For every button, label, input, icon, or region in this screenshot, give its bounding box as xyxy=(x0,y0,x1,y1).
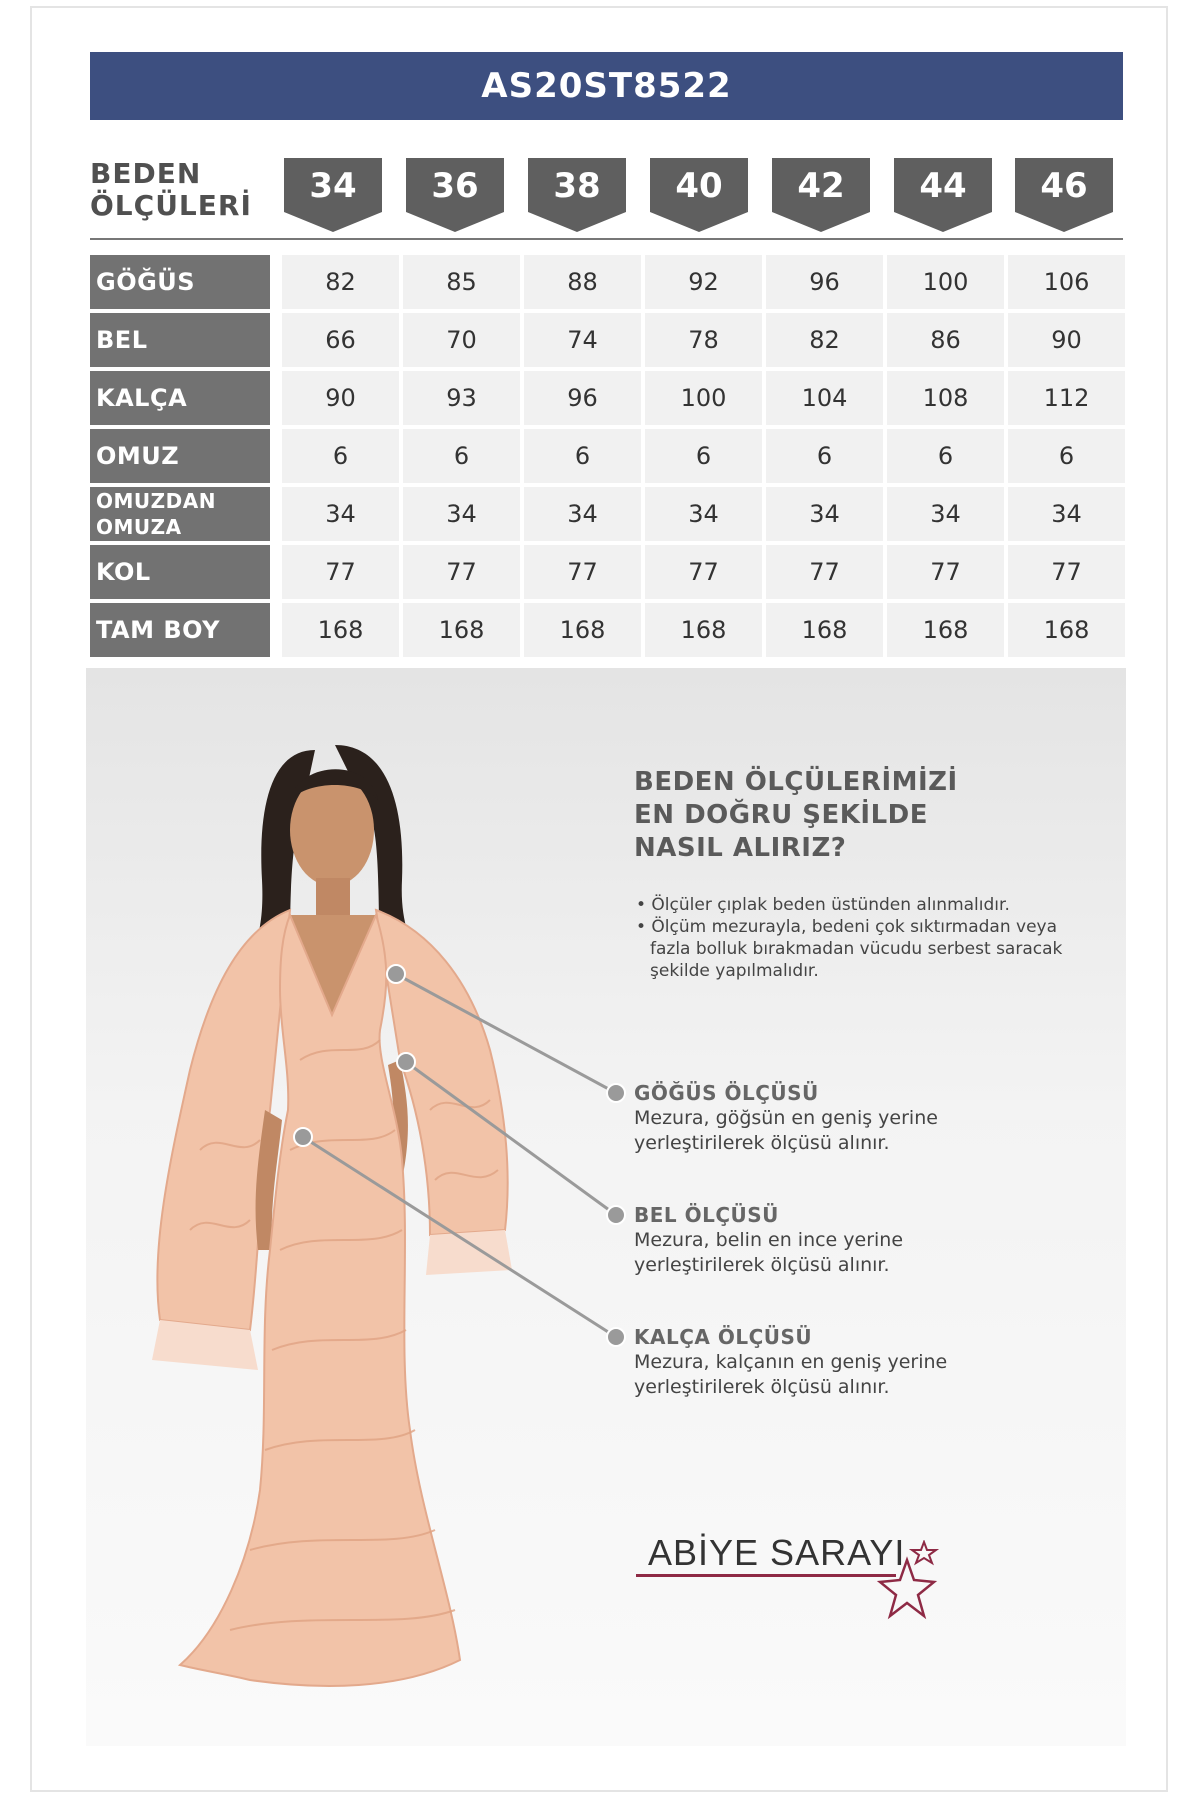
table-cell: 34 xyxy=(282,487,399,541)
row-label-line2: OMUZA xyxy=(96,515,182,539)
table-cell: 168 xyxy=(282,603,399,657)
table-cell: 100 xyxy=(887,255,1004,309)
table-cell: 77 xyxy=(524,545,641,599)
row-label-omuzdan-omuza xyxy=(90,487,270,541)
table-cell: 106 xyxy=(1008,255,1125,309)
table-cell: 92 xyxy=(645,255,762,309)
size-tab-label: 36 xyxy=(431,166,479,206)
table-row xyxy=(90,485,1123,543)
size-tab-38 xyxy=(528,158,626,232)
table-cell: 6 xyxy=(403,429,520,483)
table-cell: 86 xyxy=(887,313,1004,367)
guide-heading-line2: EN DOĞRU ŞEKİLDE xyxy=(634,800,928,830)
size-tab-42 xyxy=(772,158,870,232)
table-row xyxy=(90,601,1123,659)
table-cell: 6 xyxy=(282,429,399,483)
table-cell: 93 xyxy=(403,371,520,425)
table-cell: 34 xyxy=(524,487,641,541)
table-cell: 168 xyxy=(887,603,1004,657)
table-cell: 168 xyxy=(766,603,883,657)
row-label-kalca: KALÇA xyxy=(90,371,270,425)
size-table xyxy=(90,253,1123,659)
star-icon xyxy=(872,1540,942,1620)
waist-measure-title: BEL ÖLÇÜSÜ xyxy=(634,1203,779,1227)
size-tab-label: 46 xyxy=(1040,166,1088,206)
size-tab-label: 38 xyxy=(553,166,601,206)
guide-bullets xyxy=(632,894,1092,982)
table-cell: 6 xyxy=(766,429,883,483)
table-cell: 77 xyxy=(887,545,1004,599)
table-cell: 96 xyxy=(766,255,883,309)
header-divider xyxy=(90,238,1123,240)
table-cell: 77 xyxy=(403,545,520,599)
size-tab-34 xyxy=(284,158,382,232)
table-cell: 34 xyxy=(403,487,520,541)
table-cell: 82 xyxy=(282,255,399,309)
table-row xyxy=(90,253,1123,311)
table-cell: 168 xyxy=(403,603,520,657)
guide-heading xyxy=(634,766,958,865)
guide-heading-line1: BEDEN ÖLÇÜLERİMİZİ xyxy=(634,767,958,797)
waist-measure-line2: yerleştirilerek ölçüsü alınır. xyxy=(634,1254,890,1276)
row-label-tam-boy: TAM BOY xyxy=(90,603,270,657)
model-dress-image xyxy=(140,730,580,1740)
table-row xyxy=(90,311,1123,369)
table-cell: 168 xyxy=(524,603,641,657)
table-cell: 74 xyxy=(524,313,641,367)
table-row xyxy=(90,369,1123,427)
table-row xyxy=(90,427,1123,485)
waist-measure-line1: Mezura, belin en ince yerine xyxy=(634,1229,904,1251)
table-cell: 168 xyxy=(1008,603,1125,657)
row-label-gogus: GÖĞÜS xyxy=(90,255,270,309)
table-cell: 168 xyxy=(645,603,762,657)
row-label-kol: KOL xyxy=(90,545,270,599)
size-tab-46 xyxy=(1015,158,1113,232)
table-cell: 108 xyxy=(887,371,1004,425)
guide-heading-line3: NASIL ALIRIZ? xyxy=(634,833,847,863)
table-cell: 6 xyxy=(1008,429,1125,483)
table-row xyxy=(90,543,1123,601)
size-tab-label: 44 xyxy=(919,166,967,206)
table-cell: 85 xyxy=(403,255,520,309)
brand-underline xyxy=(636,1574,896,1577)
size-tab-label: 40 xyxy=(675,166,723,206)
chest-measure-text xyxy=(634,1106,1034,1156)
chest-measure-line1: Mezura, göğsün en geniş yerine xyxy=(634,1107,938,1129)
table-cell: 77 xyxy=(645,545,762,599)
product-code-title: AS20ST8522 xyxy=(90,52,1123,120)
size-tab-label: 42 xyxy=(797,166,845,206)
table-cell: 34 xyxy=(887,487,1004,541)
table-cell: 77 xyxy=(766,545,883,599)
size-header-line1: BEDEN xyxy=(90,157,202,190)
size-tab-label: 34 xyxy=(309,166,357,206)
chest-measure-line2: yerleştirilerek ölçüsü alınır. xyxy=(634,1132,890,1154)
table-cell: 77 xyxy=(1008,545,1125,599)
hip-measure-text xyxy=(634,1350,1034,1400)
table-cell: 90 xyxy=(1008,313,1125,367)
size-tab-40 xyxy=(650,158,748,232)
table-cell: 90 xyxy=(282,371,399,425)
table-cell: 82 xyxy=(766,313,883,367)
table-cell: 78 xyxy=(645,313,762,367)
table-cell: 96 xyxy=(524,371,641,425)
guide-bullet-1: • Ölçüler çıplak beden üstünden alınmalıdır. xyxy=(636,895,1010,915)
hip-measure-line1: Mezura, kalçanın en geniş yerine xyxy=(634,1351,948,1373)
chest-measure-title: GÖĞÜS ÖLÇÜSÜ xyxy=(634,1081,819,1105)
size-tab-36 xyxy=(406,158,504,232)
waist-measure-text xyxy=(634,1228,1034,1278)
table-cell: 104 xyxy=(766,371,883,425)
table-cell: 70 xyxy=(403,313,520,367)
row-label-line1: OMUZDAN xyxy=(96,489,216,513)
table-cell: 77 xyxy=(282,545,399,599)
size-tab-44 xyxy=(894,158,992,232)
hip-measure-line2: yerleştirilerek ölçüsü alınır. xyxy=(634,1376,890,1398)
table-cell: 34 xyxy=(645,487,762,541)
table-cell: 6 xyxy=(645,429,762,483)
table-cell: 66 xyxy=(282,313,399,367)
table-cell: 6 xyxy=(887,429,1004,483)
row-label-bel: BEL xyxy=(90,313,270,367)
size-header-label xyxy=(90,158,252,222)
table-cell: 34 xyxy=(1008,487,1125,541)
table-cell: 6 xyxy=(524,429,641,483)
size-header-line2: ÖLÇÜLERİ xyxy=(90,189,252,222)
row-label-omuz: OMUZ xyxy=(90,429,270,483)
table-cell: 112 xyxy=(1008,371,1125,425)
brand-logo-text: ABİYE SARAYI xyxy=(648,1532,906,1573)
guide-bullet-2: • Ölçüm mezurayla, bedeni çok sıktırmadan veya fazla bolluk bırakmadan vücudu serbest saracak şekilde yapılmalıdır. xyxy=(636,917,1063,981)
table-cell: 34 xyxy=(766,487,883,541)
hip-measure-title: KALÇA ÖLÇÜSÜ xyxy=(634,1325,813,1349)
table-cell: 88 xyxy=(524,255,641,309)
table-cell: 100 xyxy=(645,371,762,425)
